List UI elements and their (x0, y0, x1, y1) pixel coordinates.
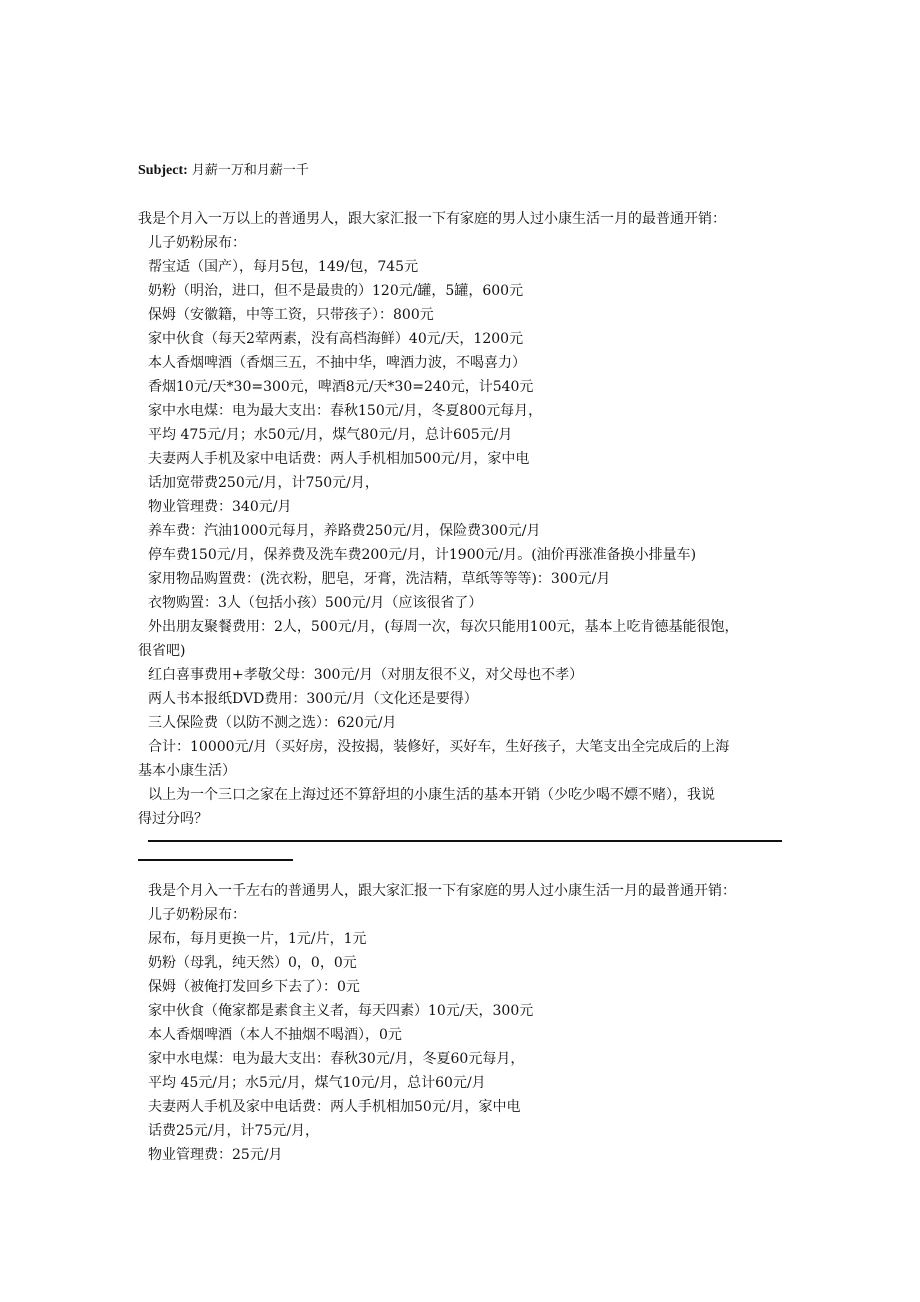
section1-line: 话加宽带费250元/月，计750元/月， (148, 475, 379, 491)
section2-line: 家中水电煤：电为最大支出：春秋30元/月，冬夏60元每月， (148, 1051, 525, 1067)
section1-line: 夫妻两人手机及家中电话费：两人手机相加500元/月，家中电 (148, 451, 530, 467)
section2-line: 保姆（被俺打发回乡下去了）：0元 (148, 979, 360, 995)
section1-line: 衣物购置：3人（包括小孩）500元/月（应该很省了） (148, 595, 483, 611)
separator-rule (138, 831, 786, 855)
section1-line: 两人书本报纸DVD费用：300元/月（文化还是要得） (148, 691, 478, 707)
section1-intro: 我是个月入一万以上的普通男人，跟大家汇报一下有家庭的男人过小康生活一月的最普通开销： (138, 211, 726, 227)
email-subject-line (138, 161, 309, 181)
section1-line: 外出朋友聚餐费用：2人，500元/月，(每周一次，每次只能用100元，基本上吃肯德基能很饱， (148, 619, 739, 635)
section2-line: 夫妻两人手机及家中电话费：两人手机相加50元/月，家中电 (148, 1099, 521, 1115)
section1-line: 三人保险费（以防不测之选）：620元/月 (148, 715, 397, 731)
section1-line: 保姆（安徽籍，中等工资，只带孩子）：800元 (148, 307, 434, 323)
section1-line: 儿子奶粉尿布： (148, 235, 246, 251)
section1-line: 停车费150元/月，保养费及洗车费200元/月，计1900元/月。(油价再涨准备换小排量车) (148, 547, 697, 563)
section1-line: 养车费：汽油1000元每月，养路费250元/月，保险费300元/月 (148, 523, 541, 539)
section2-line: 儿子奶粉尿布： (148, 907, 246, 923)
section1-line: 得过分吗？ (138, 811, 208, 827)
section1-line: 家中伙食（每天2荤两素，没有高档海鲜）40元/天，1200元 (148, 331, 524, 347)
section1-line: 本人香烟啤酒（香烟三五，不抽中华，啤酒力波，不喝喜力） (148, 355, 526, 371)
section1-line: 合计：10000元/月（买好房，没按揭，装修好，买好车，生好孩子，大笔支出全完成后的上海 (148, 739, 730, 755)
section1-line: 以上为一个三口之家在上海过还不算舒坦的小康生活的基本开销（少吃少喝不嫖不赌），我说 (148, 787, 715, 803)
separator-line-top (148, 840, 782, 842)
section2-line: 奶粉（母乳，纯天然）0，0，0元 (148, 955, 357, 971)
section2-line: 话费25元/月，计75元/月， (148, 1123, 320, 1139)
section2-line: 尿布，每月更换一片，1元/片，1元 (148, 931, 367, 947)
separator-rule-continued (138, 855, 786, 879)
section1-line: 基本小康生活） (138, 763, 236, 779)
separator-line-bottom (138, 859, 293, 861)
section1-line: 家中水电煤：电为最大支出：春秋150元/月，冬夏800元每月， (148, 403, 543, 419)
section2-intro: 我是个月入一千左右的普通男人，跟大家汇报一下有家庭的男人过小康生活一月的最普通开销： (148, 883, 736, 899)
section1-line: 家用物品购置费：(洗衣粉，肥皂，牙膏，洗洁精，草纸等等等)：300元/月 (148, 571, 611, 587)
subject-label: Subject: (138, 163, 188, 178)
section1-line: 红白喜事费用+孝敬父母：300元/月（对朋友很不义，对父母也不孝） (148, 667, 584, 683)
section2-line: 本人香烟啤酒（本人不抽烟不喝酒），0元 (148, 1027, 402, 1043)
section1-line: 很省吧) (138, 643, 186, 659)
section1-line: 物业管理费：340元/月 (148, 499, 292, 515)
subject-text: 月薪一万和月薪一千 (191, 163, 309, 178)
section1-line: 平均 475元/月；水50元/月，煤气80元/月，总计605元/月 (148, 427, 513, 443)
section2-line: 家中伙食（俺家都是素食主义者，每天四素）10元/天，300元 (148, 1003, 534, 1019)
section2-line: 平均 45元/月；水5元/月，煤气10元/月，总计60元/月 (148, 1075, 486, 1091)
document-body (138, 207, 786, 1167)
section1-line: 奶粉（明治，进口，但不是最贵的）120元/罐，5罐，600元 (148, 283, 524, 299)
section2-line: 物业管理费：25元/月 (148, 1147, 283, 1163)
section1-line: 香烟10元/天*30=300元，啤酒8元/天*30=240元，计540元 (148, 379, 534, 395)
section1-line: 帮宝适（国产），每月5包，149/包，745元 (148, 259, 419, 275)
